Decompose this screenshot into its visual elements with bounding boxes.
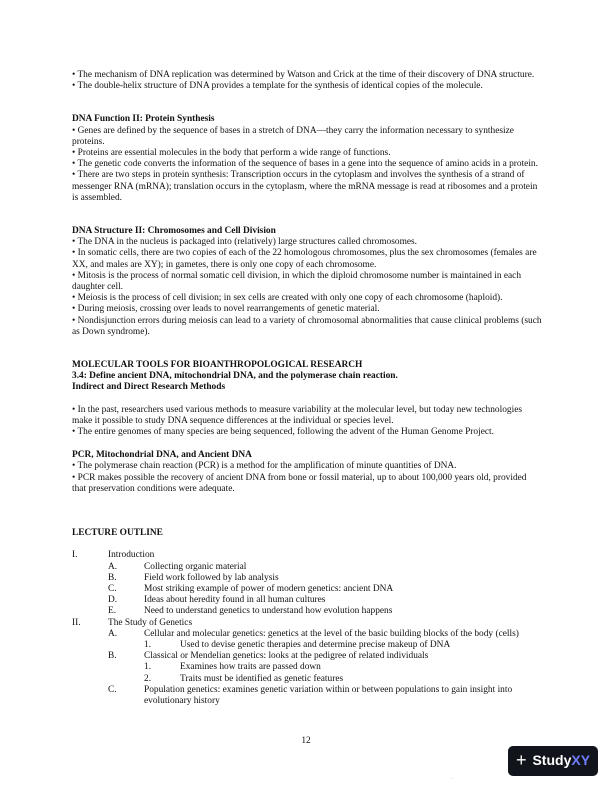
document-page [72, 70, 542, 707]
outline-item: II. The Study of Genetics [72, 617, 193, 628]
outline-item: 2. Traits must be identified as genetic features [144, 673, 344, 684]
studyxy-badge[interactable] [508, 746, 598, 776]
lecture-outline-heading: LECTURE OUTLINE [72, 528, 163, 539]
section-heading-molecular-tools: MOLECULAR TOOLS FOR BIOANTHROPOLOGICAL RESEARCH [72, 360, 363, 371]
outline-item: I. Introduction [72, 550, 155, 561]
lecture-outline [72, 550, 542, 707]
section-heading-pcr: PCR, Mitochondrial DNA, and Ancient DNA [72, 450, 252, 461]
badge-study-text: Study [532, 752, 572, 769]
protein-bullet: • Proteins are essential molecules in the body that perform a wide range of functions. [72, 148, 391, 159]
chromosome-bullet: • Meiosis is the process of cell division; in sex cells are created with only one copy of each chromosome (haploid). [72, 293, 503, 304]
protein-bullet: • There are two steps in protein synthesis: Transcription occurs in the cytoplasm and involves the synthesis of a strand of messenger RNA (mRNA); translation occurs in the cytoplasm, where the mRNA message is read at ribosomes and a protein is assembled. [72, 170, 538, 203]
badge-xy-text: XY [571, 752, 591, 769]
outline-item: B. Classical or Mendelian genetics: looks at the pedigree of related individuals [108, 651, 429, 662]
outline-item: A. Collecting organic material [108, 561, 247, 572]
outline-item: D. Ideas about heredity found in all human cultures [108, 595, 326, 606]
chromosome-bullet: • Mitosis is the process of normal somatic cell division, in which the diploid chromosome number is maintained in each daughter cell. [72, 270, 522, 293]
section-heading-protein-synthesis: DNA Function II: Protein Synthesis [72, 114, 215, 125]
intro-bullet: • The double-helix structure of DNA provides a template for the synthesis of identical copies of the molecule. [72, 81, 483, 92]
section-heading-chromosomes: DNA Structure II: Chromosomes and Cell Division [72, 226, 276, 237]
chromosome-bullet: • Nondisjunction errors during meiosis can lead to a variety of chromosomal abnormalities that cause clinical problems (such as Down syndrome). [72, 315, 542, 337]
outline-item: 1. Used to devise genetic therapies and determine precise makeup of DNA [144, 639, 451, 650]
page-number: 12 [301, 736, 311, 746]
protein-bullet: • The genetic code converts the information of the sequence of bases in a gene into the sequence of amino acids in a protein. [72, 159, 538, 170]
outline-item: E. Need to understand genetics to understand how evolution happens [108, 606, 393, 617]
plus-icon: + [515, 750, 527, 771]
protein-bullet: • Genes are defined by the sequence of bases in a stretch of DNA—they carry the information necessary to synthesize proteins. [72, 125, 514, 147]
outline-item: C. Most striking example of power of modern genetics: ancient DNA [108, 583, 394, 594]
pcr-bullet: • The polymerase chain reaction (PCR) is a method for the amplification of minute quantities of DNA. [72, 461, 457, 472]
footer-dot: . [451, 775, 453, 781]
pcr-bullet: • PCR makes possible the recovery of ancient DNA from bone or fossil material, up to about 100,000 years old, provided that preservation conditions were adequate. [72, 472, 527, 494]
tools-bullet: • The entire genomes of many species are being sequenced, following the advent of the Human Genome Project. [72, 427, 494, 438]
subheading-research-methods: Indirect and Direct Research Methods [72, 382, 226, 393]
outline-item: 1. Examines how traits are passed down [144, 662, 321, 673]
outline-item: C. Population genetics: examines genetic variation within or between populations to gain insight into evolutionary history [108, 684, 513, 706]
intro-bullet: • The mechanism of DNA replication was determined by Watson and Crick at the time of their discovery of DNA structure. [72, 70, 535, 80]
learning-objective: 3.4: Define ancient DNA, mitochondrial DNA, and the polymerase chain reaction. [72, 371, 398, 382]
outline-item: A. Cellular and molecular genetics: genetics at the level of the basic building blocks of the body (cells) [108, 628, 519, 639]
outline-item: B. Field work followed by lab analysis [108, 572, 279, 583]
chromosome-bullet: • In somatic cells, there are two copies of each of the 22 homologous chromosomes, plus the sex chromosomes (females are XX, and males are XY); in gametes, there is only one copy of each chromosome. [72, 248, 537, 270]
tools-bullet: • In the past, researchers used various methods to measure variability at the molecular level, but today new technologies make it possible to study DNA sequence differences at the individual or species level. [72, 404, 523, 426]
chromosome-bullet: • The DNA in the nucleus is packaged into (relatively) large structures called chromosomes. [72, 237, 418, 248]
chromosome-bullet: • During meiosis, crossing over leads to novel rearrangements of genetic material. [72, 304, 380, 315]
